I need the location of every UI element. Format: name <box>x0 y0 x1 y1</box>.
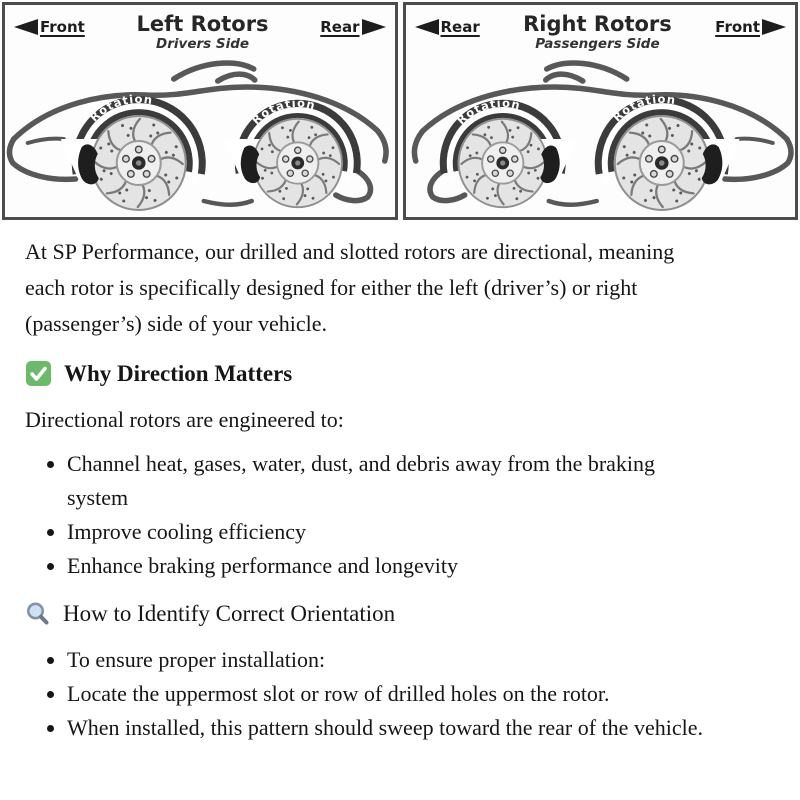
rear-direction-right <box>415 18 480 36</box>
list-item: • To ensure proper installation: <box>67 643 712 677</box>
list-item: • Enhance braking performance and longevity <box>67 549 712 583</box>
rotor-direction-diagram <box>0 0 800 220</box>
why-direction-heading <box>25 360 712 387</box>
car-diagram-left <box>5 51 395 211</box>
front-label: Front <box>715 18 760 36</box>
front-label: Front <box>40 18 85 36</box>
car-diagram-right <box>406 51 796 211</box>
arrow-right-icon <box>762 19 786 35</box>
arrow-left-icon <box>415 19 439 35</box>
heading-text: Why Direction Matters <box>64 360 293 386</box>
right-panel-titles <box>523 13 672 52</box>
list-item: • Locate the uppermost slot or row of drilled holes on the rotor. <box>67 677 712 711</box>
rotation-label: Rotation <box>453 95 522 128</box>
why-direction-list <box>25 447 712 583</box>
left-rotors-panel <box>2 2 398 220</box>
check-mark-icon <box>25 360 52 387</box>
article-body <box>0 220 800 745</box>
rear-label: Rear <box>320 18 360 36</box>
front-direction-right <box>715 18 786 36</box>
left-panel-header <box>5 5 395 51</box>
list-item: • Improve cooling efficiency <box>67 515 712 549</box>
left-panel-titles <box>137 13 269 52</box>
lead-sentence: Directional rotors are engineered to: <box>25 407 344 432</box>
rear-direction-left <box>320 18 385 36</box>
right-panel-title: Right Rotors <box>523 12 672 36</box>
list-item: • Channel heat, gases, water, dust, and debris away from the braking system <box>67 447 712 515</box>
rotation-label: Rotation <box>609 91 677 125</box>
rotation-label: Rotation <box>86 91 155 125</box>
left-panel-title: Left Rotors <box>136 12 269 36</box>
heading-text: How to Identify Correct Orientation <box>63 601 396 626</box>
list-item: • When installed, this pattern should sweep toward the rear of the vehicle. <box>67 711 712 745</box>
magnifying-glass-icon <box>25 601 51 627</box>
right-panel-subtitle: Passengers Side <box>535 36 660 52</box>
arrow-left-icon <box>14 19 38 35</box>
rear-label: Rear <box>440 18 480 36</box>
intro-paragraph: At SP Performance, our drilled and slotted rotors are directional, meaning each rotor is specifically designed for either the left (driver’s) or right (passenger’s) side of your vehicle. <box>25 239 675 336</box>
arrow-right-icon <box>362 19 386 35</box>
rotation-label: Rotation <box>248 95 318 128</box>
orientation-heading <box>25 601 712 627</box>
right-rotors-panel <box>403 2 799 220</box>
orientation-list <box>25 643 712 745</box>
right-panel-header <box>406 5 796 51</box>
front-direction-left <box>14 18 85 36</box>
left-panel-subtitle: Drivers Side <box>156 36 250 52</box>
